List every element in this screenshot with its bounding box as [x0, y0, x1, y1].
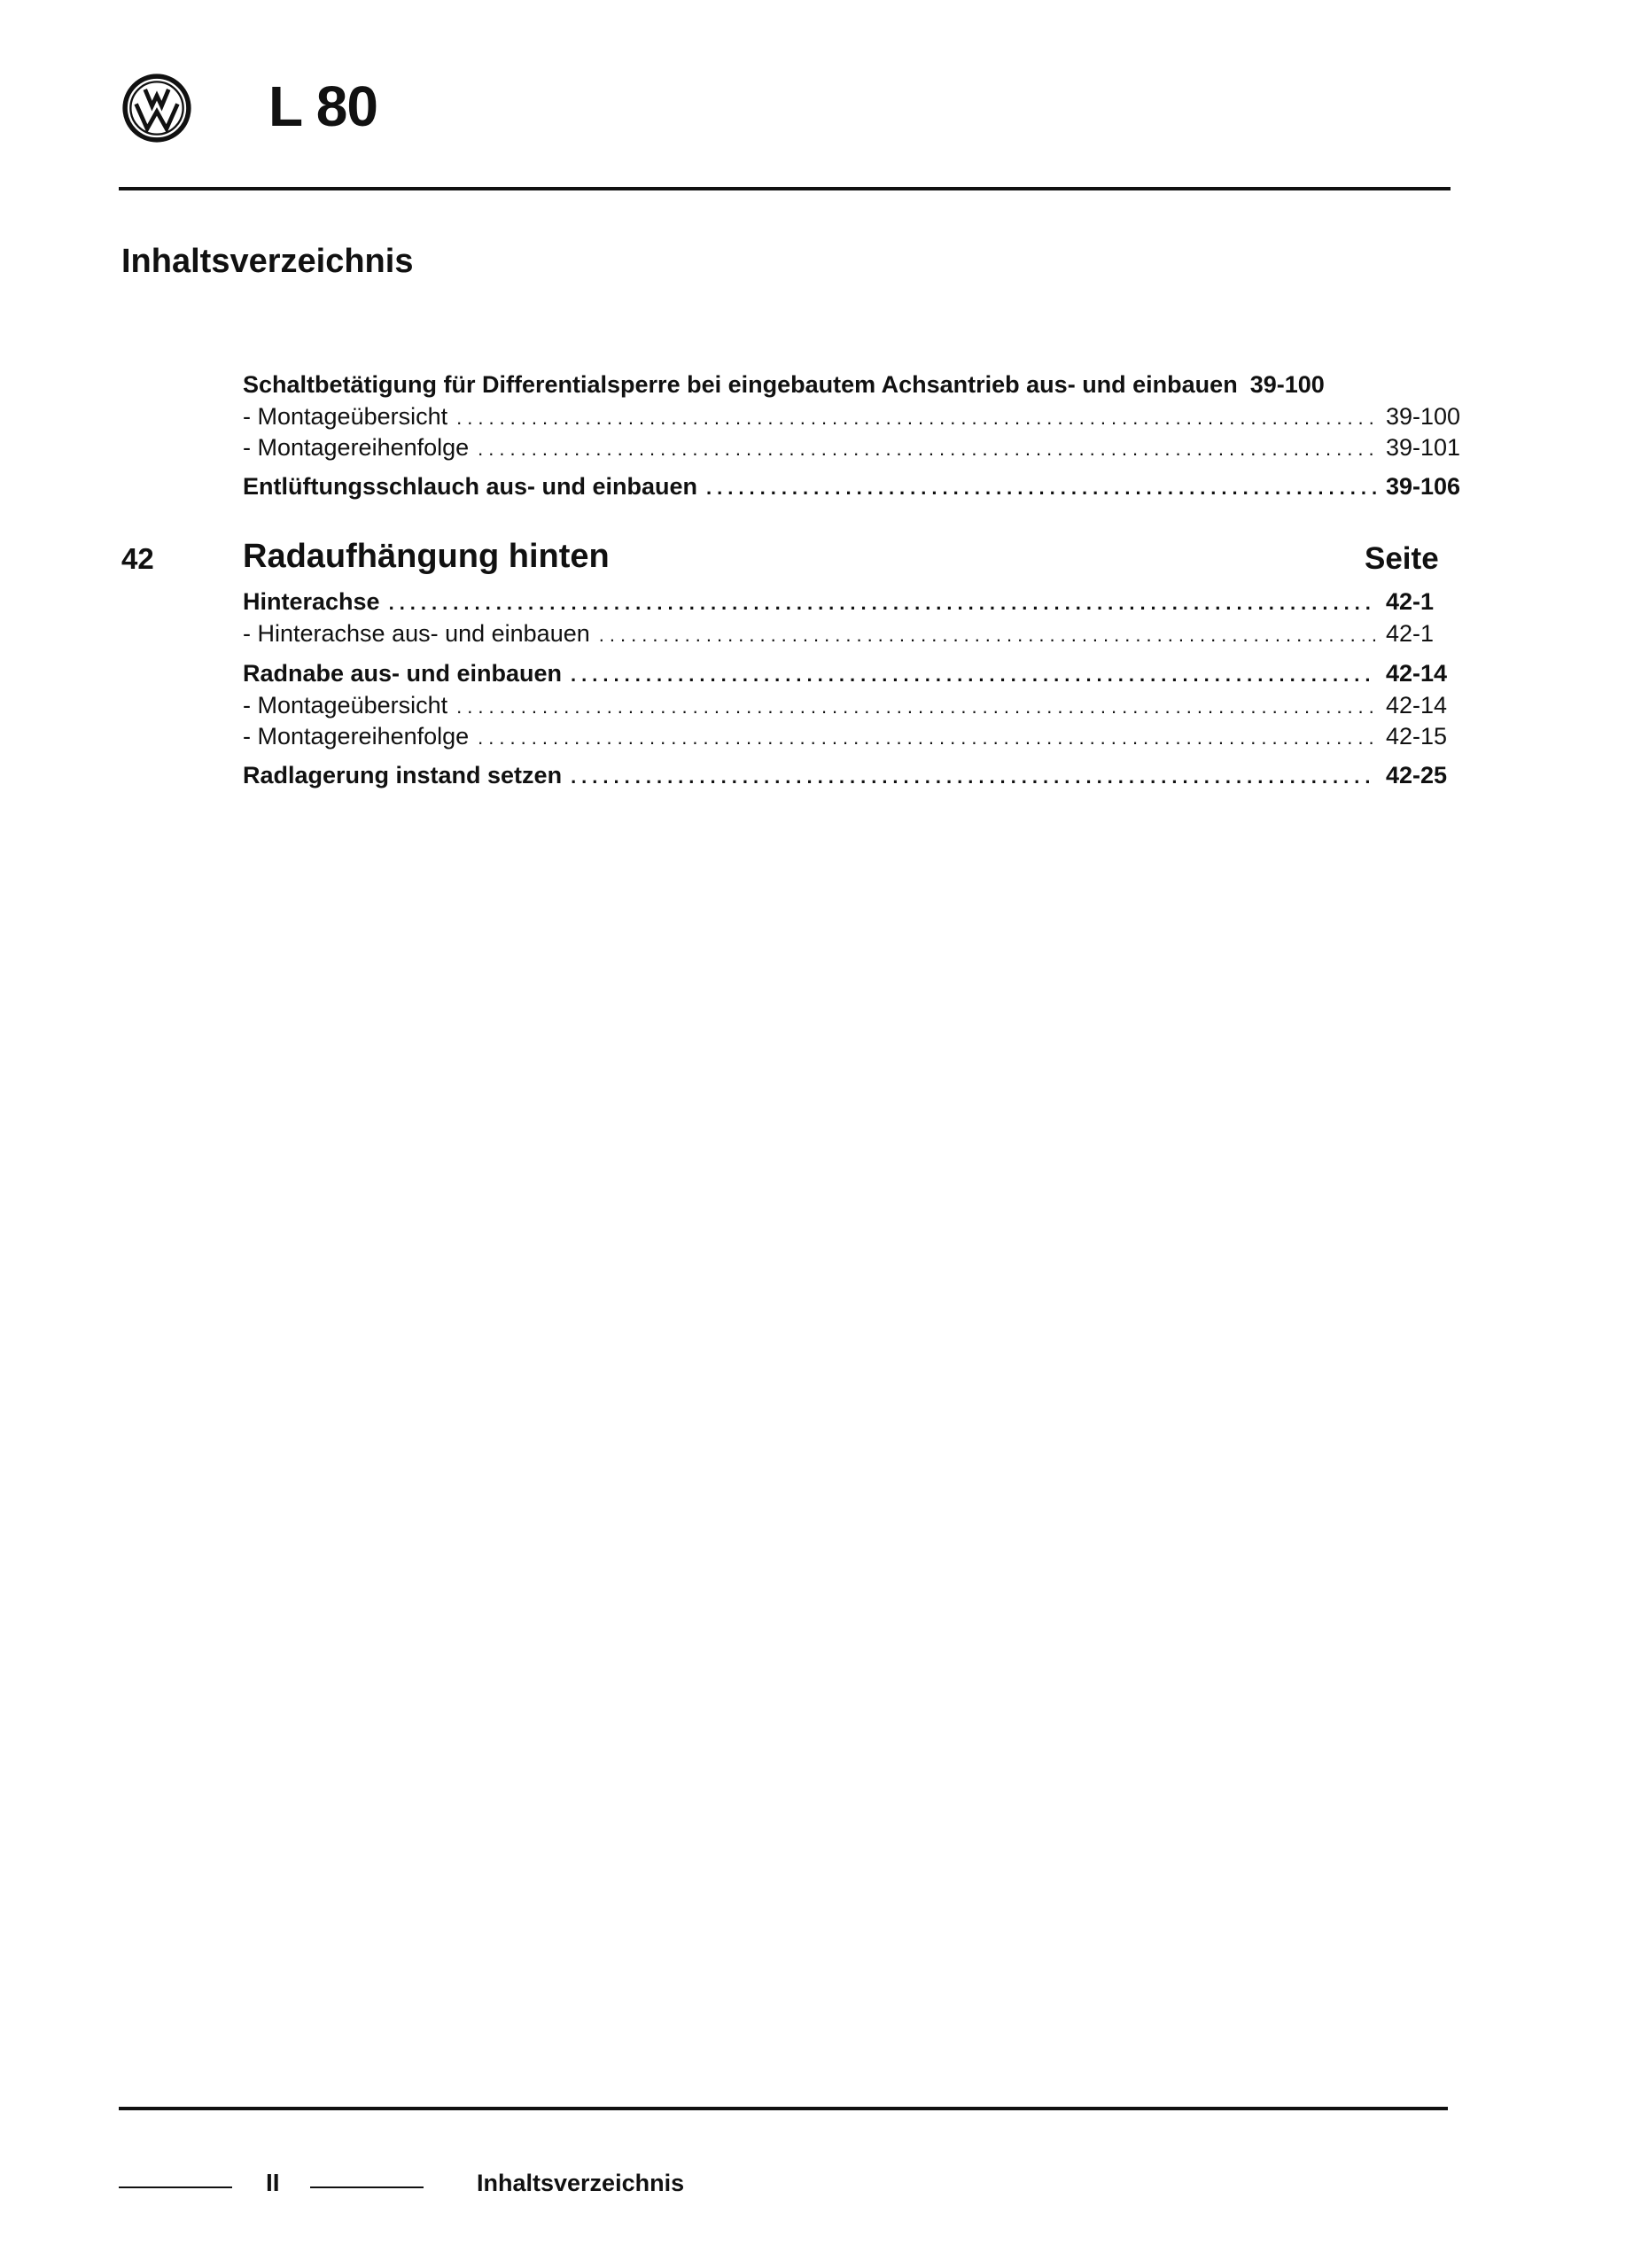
toc-entry [243, 764, 1466, 788]
toc-entry-title: - Montageübersicht [243, 403, 448, 430]
page-column-header: Seite [1365, 541, 1439, 576]
model-title: L 80 [268, 74, 377, 138]
dot-leader [571, 767, 1377, 787]
toc-entry [243, 475, 1466, 499]
toc-entry-page: 42-14 [1386, 660, 1448, 687]
toc-entry-page: 42-1 [1386, 620, 1435, 647]
toc-entry-page: 39-101 [1386, 434, 1461, 461]
toc-entry [243, 662, 1466, 686]
page-title: Inhaltsverzeichnis [121, 243, 414, 280]
toc-entry-title: - Hinterachse aus- und einbauen [243, 620, 590, 647]
toc-entry-page: 42-14 [1386, 692, 1448, 718]
toc-entry-title: - Montageübersicht [243, 692, 448, 718]
section-number: 42 [121, 542, 154, 575]
toc-entry-title: - Montagereihenfolge [243, 434, 470, 461]
dot-leader [389, 594, 1377, 613]
toc-entry-title: - Montagereihenfolge [243, 723, 470, 750]
toc-entry-page: 39-100 [1386, 403, 1461, 430]
footer-rule [119, 2107, 1448, 2110]
toc-entry-page: 39-106 [1386, 473, 1461, 500]
toc-entry [243, 373, 1466, 397]
toc-entry [243, 694, 1466, 718]
dot-leader [571, 665, 1377, 685]
footer-dash [119, 2186, 232, 2188]
toc-entry-title: Radnabe aus- und einbauen [243, 660, 563, 687]
dot-leader [478, 728, 1377, 748]
section-title: Radaufhängung hinten [243, 538, 610, 575]
vw-logo-icon [122, 74, 191, 143]
dot-leader [456, 408, 1377, 428]
dot-leader [599, 625, 1377, 645]
toc-entry-page: 42-15 [1386, 723, 1448, 750]
toc-entry [243, 725, 1466, 749]
toc-entry-page: 42-1 [1386, 588, 1435, 615]
dot-leader [706, 478, 1377, 498]
toc-entry [243, 436, 1466, 460]
toc-entry-page: 39-100 [1249, 371, 1325, 398]
dot-leader [456, 697, 1377, 717]
toc-entry-title: Radlagerung instand setzen [243, 762, 563, 788]
toc-entry-title: Hinterachse [243, 588, 380, 615]
dot-leader [478, 439, 1377, 459]
toc-entry-title: Schaltbetätigung für Differentialsperre bei eingebautem Achsantrieb aus- und einbauen [243, 371, 1238, 398]
toc-entry-title: Entlüftungsschlauch aus- und einbauen [243, 473, 698, 500]
toc-entry-page: 42-25 [1386, 762, 1448, 788]
toc-entry [243, 622, 1466, 646]
footer-label: Inhaltsverzeichnis [477, 2170, 685, 2196]
footer-page-number: II [266, 2169, 280, 2196]
footer-dash [310, 2186, 424, 2188]
toc-entry [243, 590, 1466, 614]
toc-entry [243, 405, 1466, 429]
header-rule [119, 187, 1451, 190]
